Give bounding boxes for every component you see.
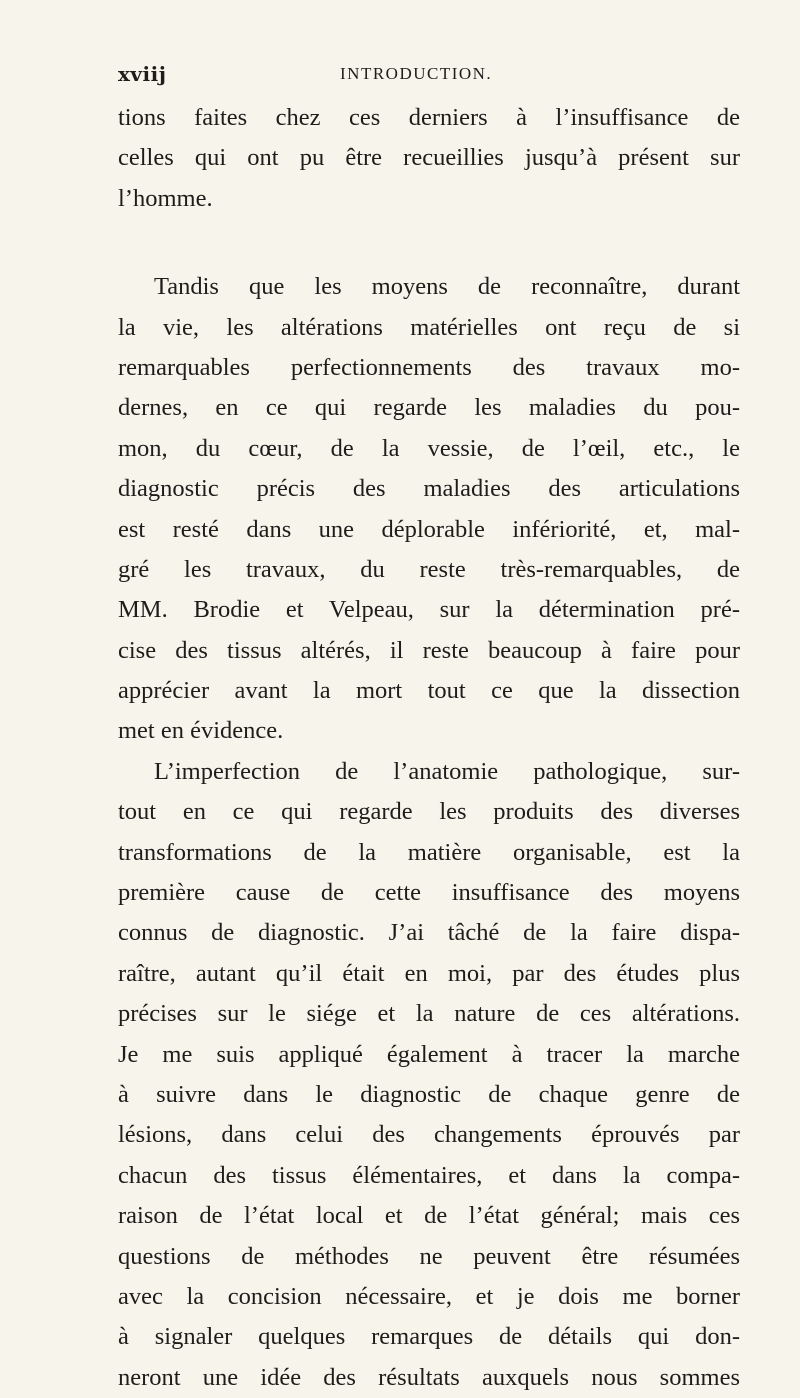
section-title: INTRODUCTION. — [340, 64, 493, 83]
text-line: diagnostic précis des maladies des articulations — [118, 475, 740, 503]
text-line: questions de méthodes ne peuvent être résumées — [118, 1242, 740, 1270]
text-line: gré les travaux, du reste très-remarquables, de — [118, 555, 740, 583]
text-line: avec la concision nécessaire, et je dois me borner — [118, 1282, 740, 1310]
text-line: Je me suis appliqué également à tracer la marche — [118, 1040, 740, 1068]
text-line: L’imperfection de l’anatomie pathologique, sur- — [154, 757, 740, 785]
text-line: Tandis que les moyens de reconnaître, durant — [154, 273, 740, 301]
text-line: mon, du cœur, de la vessie, de l’œil, etc., le — [118, 434, 740, 462]
text-line: raison de l’état local et de l’état général; mais ces — [118, 1202, 740, 1230]
text-line: chacun des tissus élémentaires, et dans la compa- — [118, 1161, 740, 1189]
text-line: est resté dans une déplorable infériorité, et, mal- — [118, 515, 740, 543]
text-line: MM. Brodie et Velpeau, sur la détermination pré- — [118, 596, 740, 624]
text-line: transformations de la matière organisable, est la — [118, 838, 740, 866]
text-line: dernes, en ce qui regarde les maladies du pou- — [118, 394, 740, 422]
text-line: lésions, dans celui des changements éprouvés par — [118, 1121, 740, 1149]
paragraph-3 — [118, 752, 740, 1398]
page-number: xviij — [118, 62, 167, 86]
text-line: cise des tissus altérés, il reste beaucoup à faire pour — [118, 636, 740, 664]
text-line: neront une idée des résultats auxquels nous sommes — [118, 1363, 740, 1391]
text-line: tout en ce qui regarde les produits des diverses — [118, 798, 740, 826]
text-line: à signaler quelques remarques de détails qui don- — [118, 1323, 740, 1351]
text-line: connus de diagnostic. J’ai tâché de la faire dispa- — [118, 919, 740, 947]
text-line: apprécier avant la mort tout ce que la dissection — [118, 677, 740, 705]
paragraph-gap — [118, 219, 740, 267]
text-line: l’homme. — [118, 184, 213, 212]
paragraph-2 — [118, 267, 740, 752]
text-line: première cause de cette insuffisance des moyens — [118, 879, 740, 907]
running-head — [118, 62, 728, 92]
text-line: met en évidence. — [118, 717, 284, 745]
text-line: la vie, les altérations matérielles ont reçu de si — [118, 313, 740, 341]
text-line: tions faites chez ces derniers à l’insuffisance de — [118, 104, 740, 131]
text-line: raître, autant qu’il était en moi, par des études plus — [118, 959, 740, 987]
body-text — [118, 98, 740, 1398]
paragraph-1 — [118, 98, 740, 219]
text-line: remarquables perfectionnements des travaux mo- — [118, 353, 740, 381]
text-line: celles qui ont pu être recueillies jusqu’à présent sur — [118, 144, 740, 172]
text-line: à suivre dans le diagnostic de chaque genre de — [118, 1080, 740, 1108]
text-line: précises sur le siége et la nature de ces altérations. — [118, 1000, 740, 1028]
